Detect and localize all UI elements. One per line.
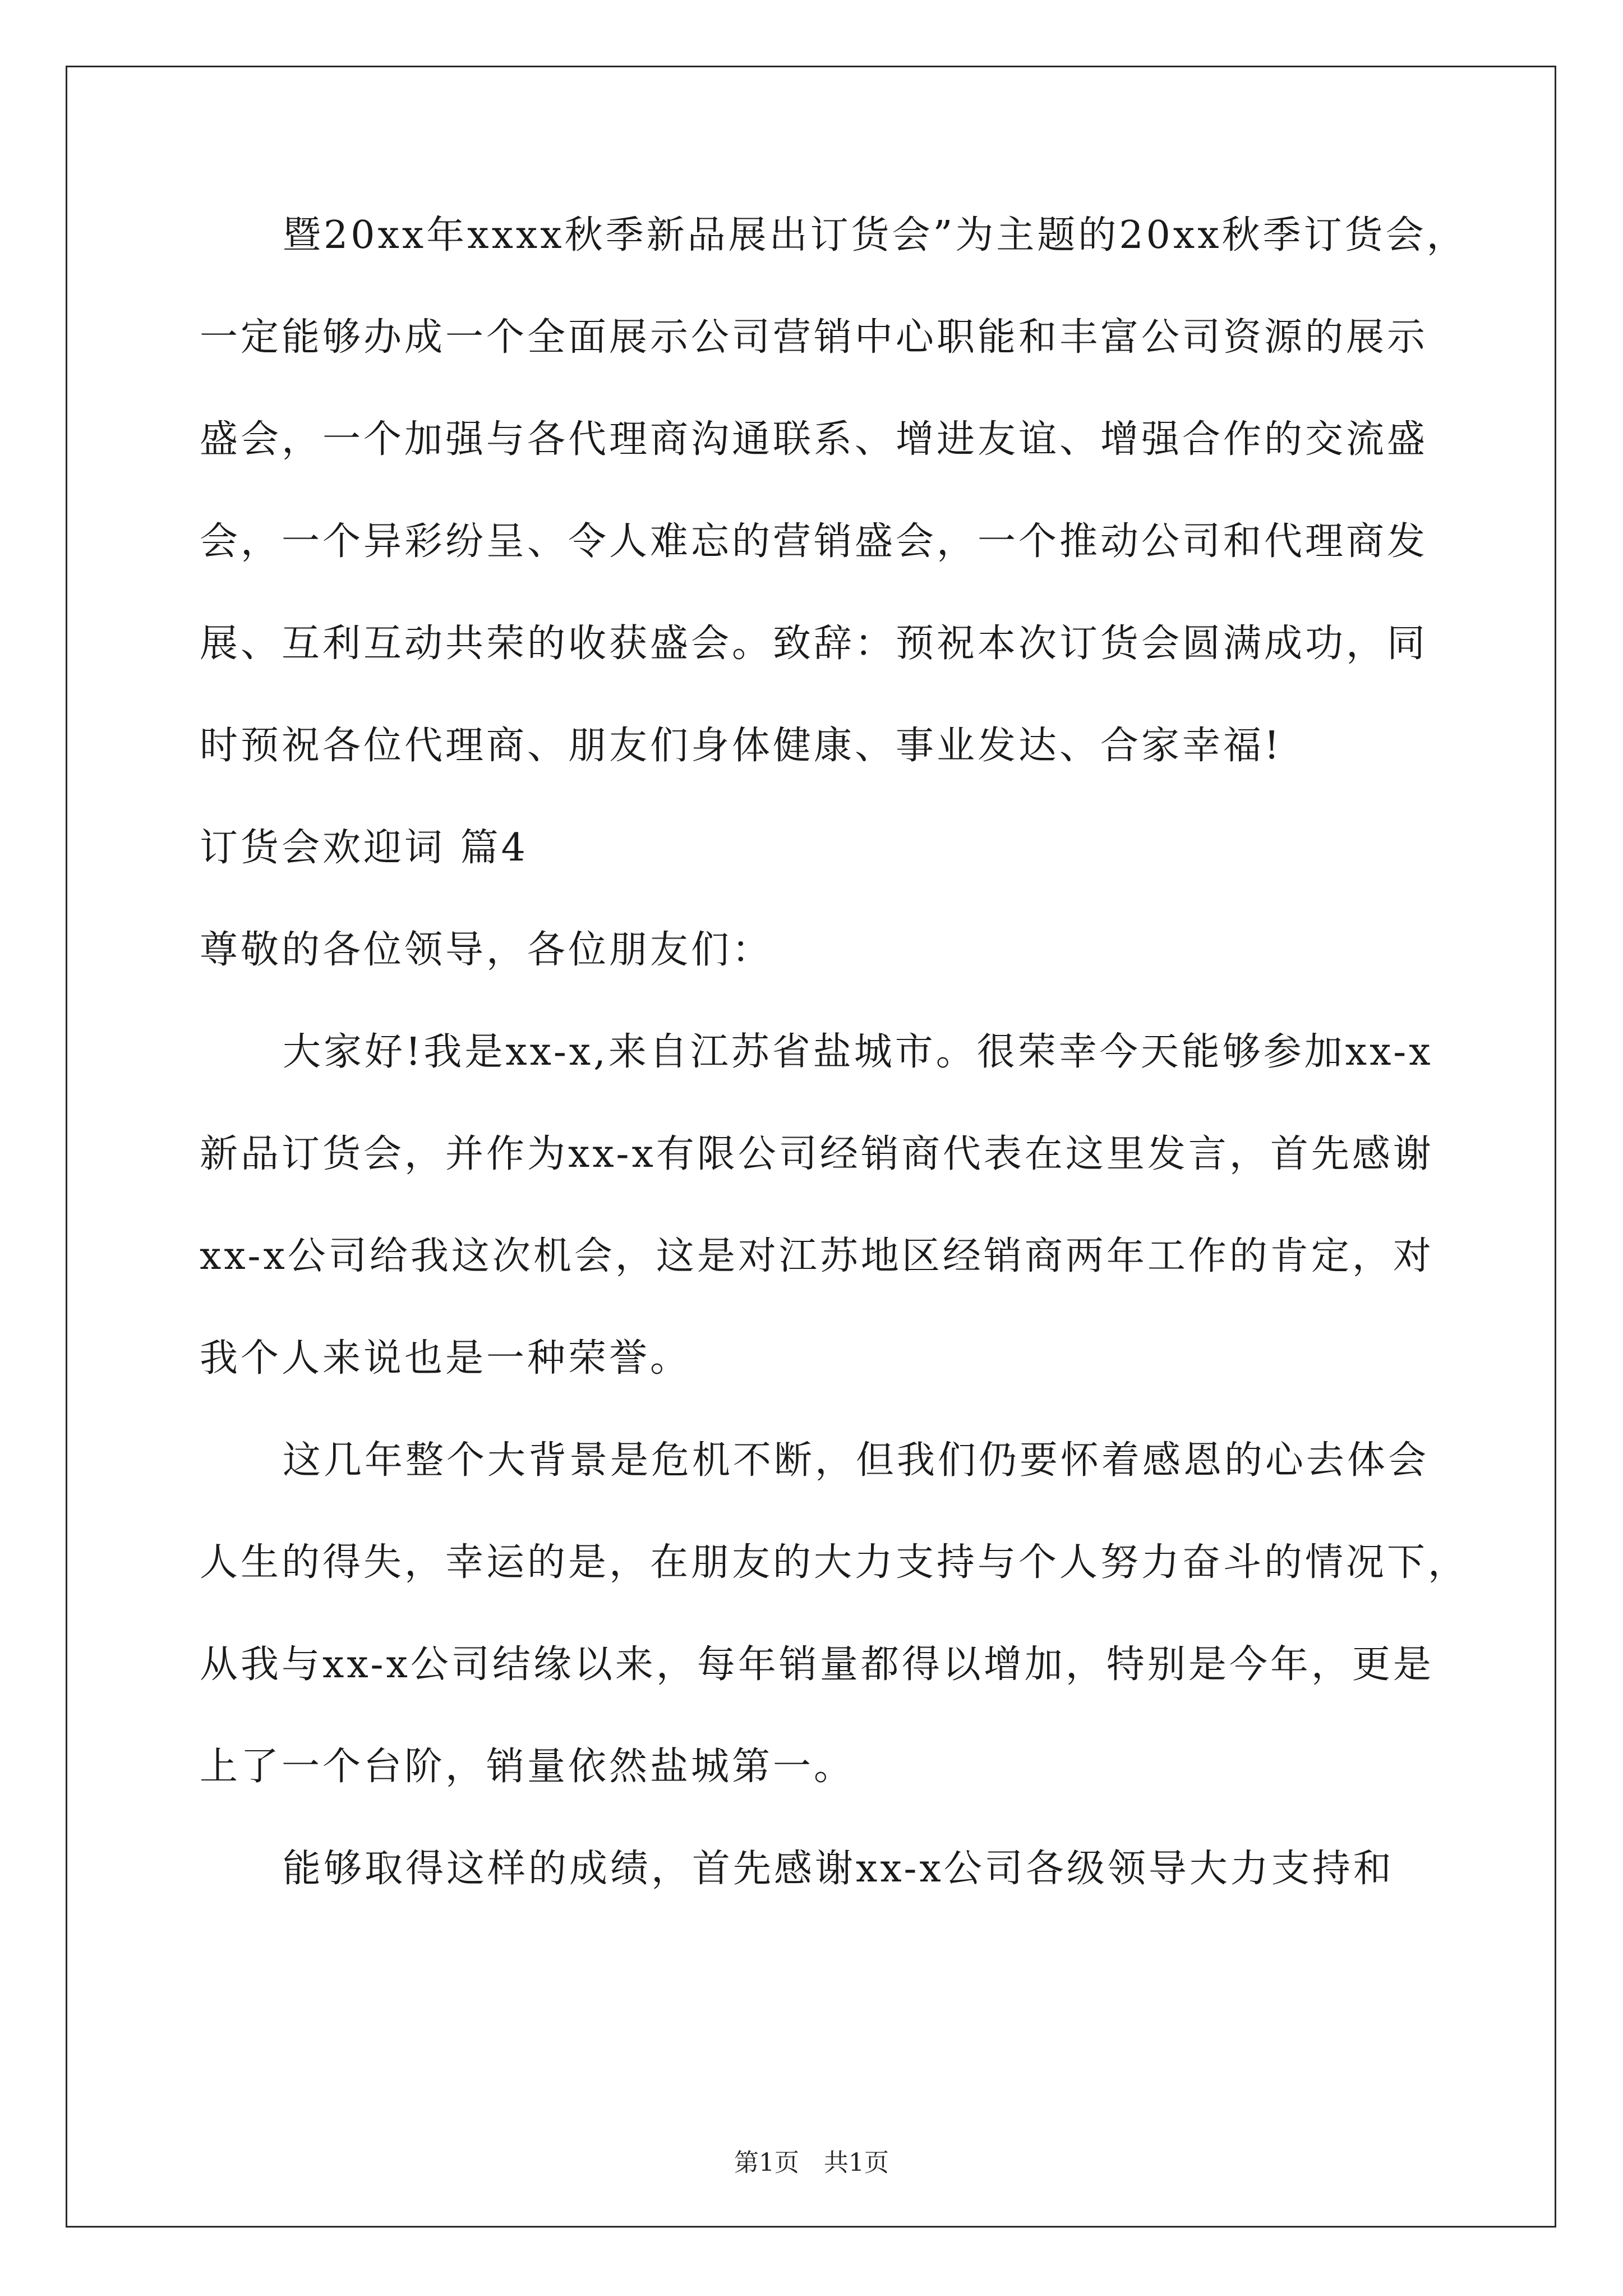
paragraph-line: 展、互利互动共荣的收获盛会。致辞：预祝本次订货会圆满成功，同 — [200, 622, 1428, 666]
paragraph-line: 一定能够办成一个全面展示公司营销中心职能和丰富公司资源的展示 — [200, 315, 1428, 360]
paragraph-line: 我个人来说也是一种荣誉。 — [200, 1336, 691, 1381]
paragraph-line: xx-x公司给我这次机会，这是对江苏地区经销商两年工作的肯定，对 — [200, 1234, 1434, 1278]
paragraph-line: 大家好!我是xx-x,来自江苏省盐城市。很荣幸今天能够参加xx-x — [283, 1030, 1433, 1074]
salutation: 尊敬的各位领导，各位朋友们： — [200, 928, 773, 972]
paragraph-line: 新品订货会，并作为xx-x有限公司经销商代表在这里发言，首先感谢 — [200, 1132, 1434, 1176]
paragraph-line: 时预祝各位代理商、朋友们身体健康、事业发达、合家幸福! — [200, 724, 1283, 768]
paragraph-line: 人生的得失，幸运的是，在朋友的大力支持与个人努力奋斗的情况下， — [200, 1540, 1469, 1585]
paragraph-line: 这几年整个大背景是危机不断，但我们仍要怀着感恩的心去体会 — [283, 1438, 1430, 1483]
paragraph-line: 暨20xx年xxxx秋季新品展出订货会”为主题的20xx秋季订货会， — [283, 213, 1468, 257]
paragraph-line: 会，一个异彩纷呈、令人难忘的营销盛会，一个推动公司和代理商发 — [200, 519, 1428, 564]
paragraph-line: 上了一个台阶，销量依然盐城第一。 — [200, 1745, 855, 1789]
paragraph-line: 盛会，一个加强与各代理商沟通联系、增进友谊、增强合作的交流盛 — [200, 417, 1428, 462]
page-footer: 第1页 共1页 — [734, 2148, 889, 2177]
paragraph-line: 从我与xx-x公司结缘以来，每年销量都得以增加，特别是今年，更是 — [200, 1642, 1434, 1687]
section-heading: 订货会欢迎词 篇4 — [200, 826, 528, 870]
paragraph-line: 能够取得这样的成绩，首先感谢xx-x公司各级领导大力支持和 — [283, 1847, 1394, 1891]
